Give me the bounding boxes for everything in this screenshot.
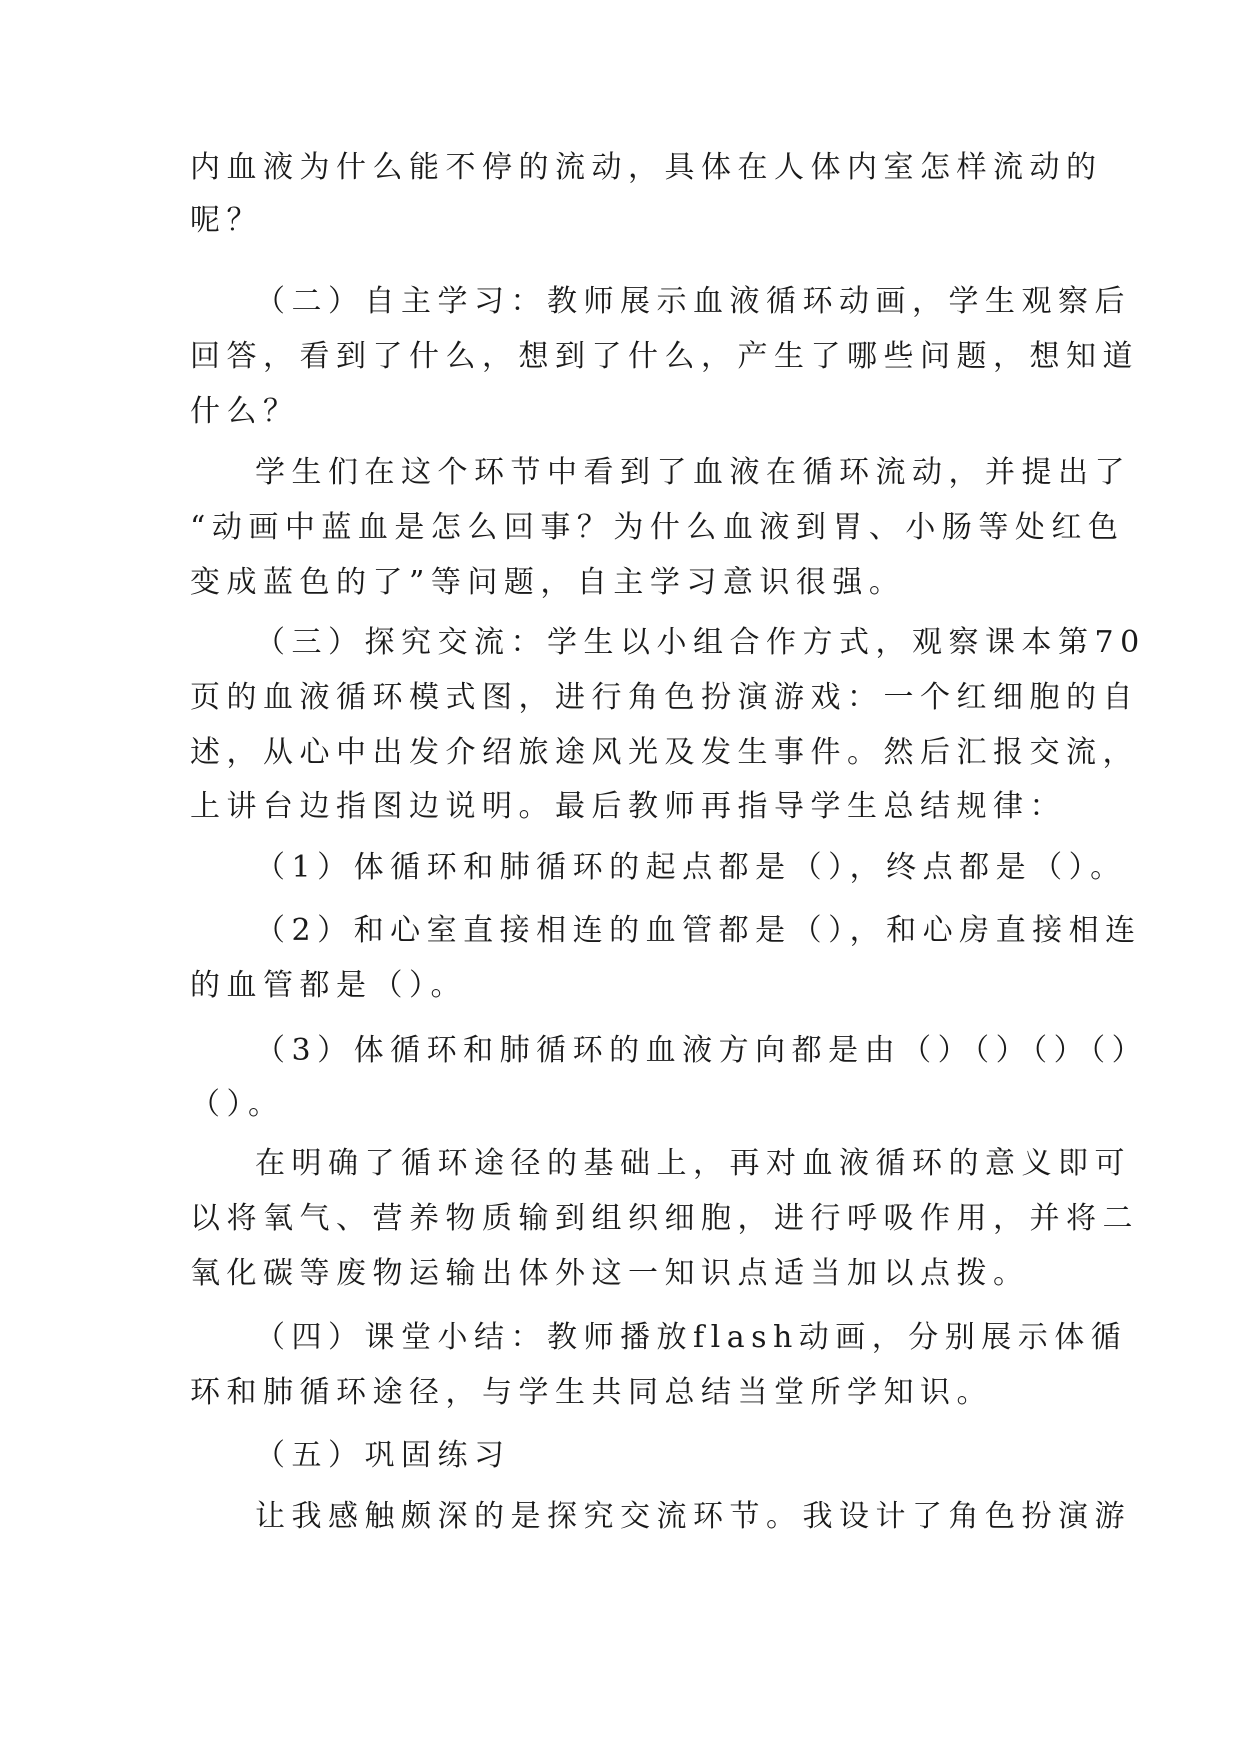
text-line-1: 内血液为什么能不停的流动，具体在人体内室怎样流动的	[190, 150, 1103, 185]
text-line-7: “动画中蓝血是怎么回事？为什么血液到胃、小肠等处红色	[190, 510, 1125, 545]
text-line-21: （四）课堂小结：教师播放flash动画，分别展示体循	[255, 1320, 1128, 1355]
text-line-2: 呢？	[190, 203, 263, 238]
text-line-22: 环和肺循环途径，与学生共同总结当堂所学知识。	[190, 1375, 993, 1410]
text-line-15: 的血管都是（）。	[190, 968, 467, 1003]
text-line-17: （）。	[190, 1087, 285, 1122]
text-line-20: 氧化碳等废物运输出体外这一知识点适当加以点拨。	[190, 1256, 1030, 1291]
text-line-8: 变成蓝色的了”等问题，自主学习意识很强。	[190, 565, 906, 600]
text-line-13: （1）体循环和肺循环的起点都是（），终点都是（）。	[255, 850, 1127, 885]
text-line-9: （三）探究交流：学生以小组合作方式，观察课本第70	[255, 625, 1146, 660]
text-line-4: 回答，看到了什么，想到了什么，产生了哪些问题，想知道	[190, 339, 1139, 374]
text-line-23: （五）巩固练习	[255, 1438, 511, 1473]
text-line-16: （3）体循环和肺循环的血液方向都是由（）（）（）（）	[255, 1033, 1149, 1068]
text-line-10: 页的血液循环模式图，进行角色扮演游戏：一个红细胞的自	[190, 680, 1139, 715]
text-line-24: 让我感触颇深的是探究交流环节。我设计了角色扮演游	[255, 1499, 1131, 1534]
text-line-19: 以将氧气、营养物质输到组织细胞，进行呼吸作用，并将二	[190, 1201, 1139, 1236]
text-line-12: 上讲台边指图边说明。最后教师再指导学生总结规律：	[190, 789, 1066, 824]
text-line-14: （2）和心室直接相连的血管都是（），和心房直接相连	[255, 913, 1142, 948]
text-line-6: 学生们在这个环节中看到了血液在循环流动，并提出了	[255, 455, 1131, 490]
text-line-18: 在明确了循环途径的基础上，再对血液循环的意义即可	[255, 1146, 1131, 1181]
text-line-3: （二）自主学习：教师展示血液循环动画，学生观察后	[255, 284, 1131, 319]
text-line-5: 什么？	[190, 394, 300, 429]
text-line-11: 述，从心中出发介绍旅途风光及发生事件。然后汇报交流，	[190, 735, 1139, 770]
